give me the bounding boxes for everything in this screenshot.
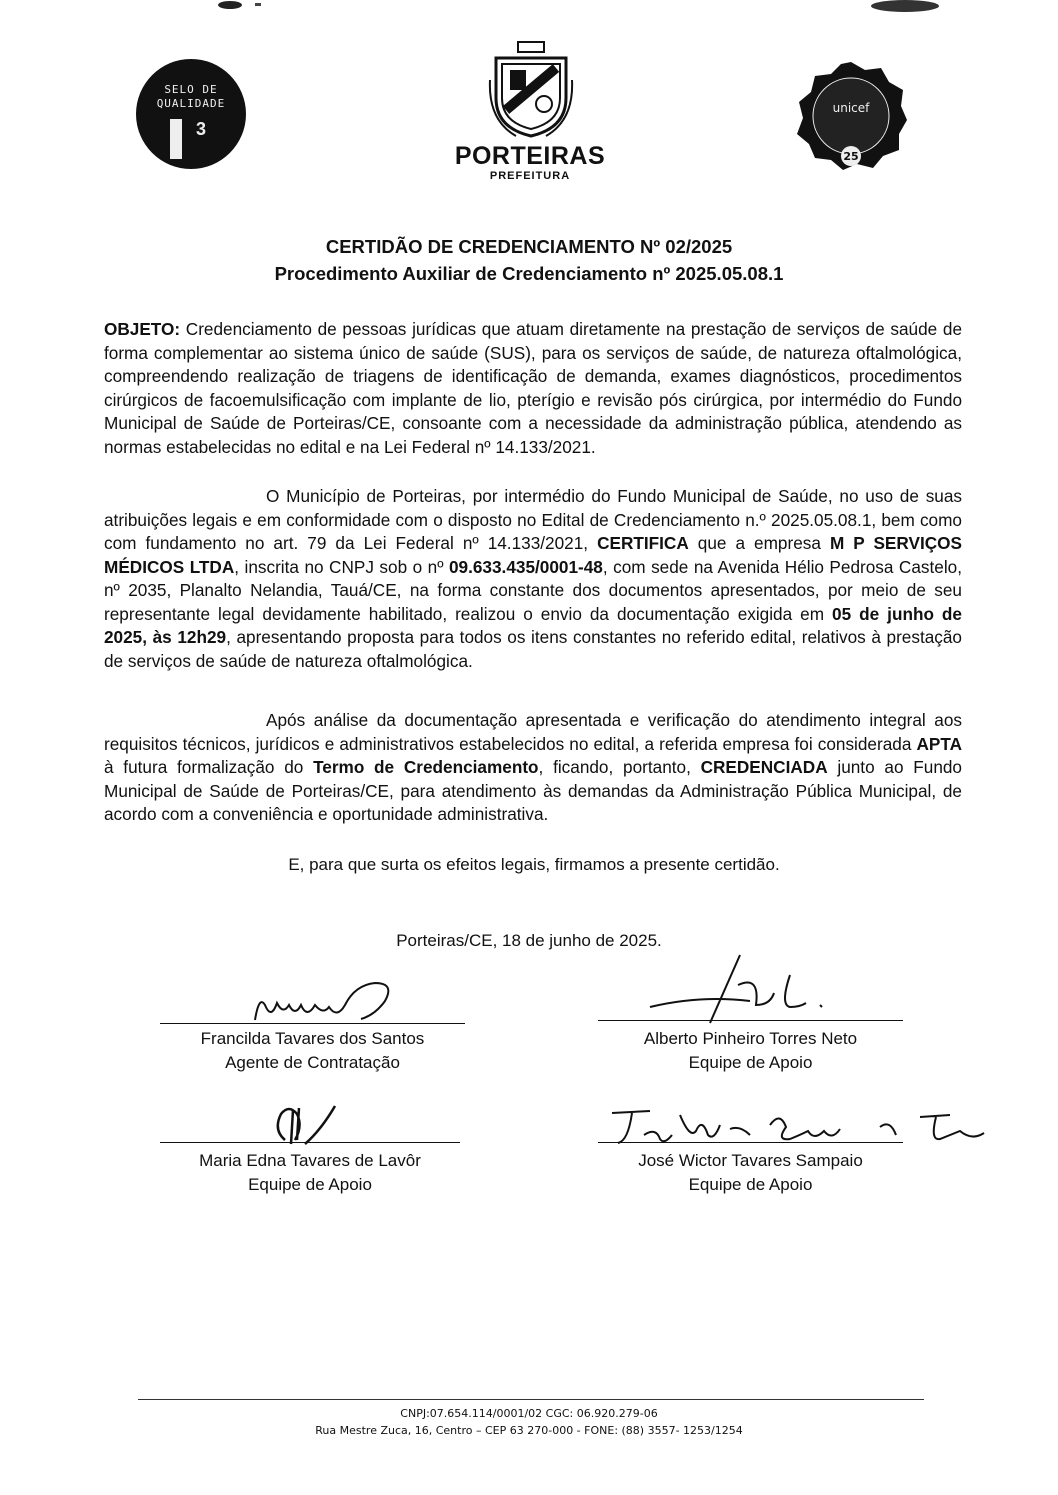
brand-subtitle: PREFEITURA (489, 170, 571, 182)
signatory-name: Francilda Tavares dos Santos (200, 1029, 425, 1048)
seal-text: SELO DE (164, 83, 218, 96)
city-crest-icon (486, 40, 576, 140)
paragraph-text: , apresentando proposta para todos os itens constantes no referido edital, relativos à prestação de serviços de saúde de natureza oftalmológica. (104, 627, 962, 671)
signature-line (160, 1023, 465, 1024)
object-paragraph (104, 318, 962, 459)
submission-date: 05 de junho de 2025, às 12h29 (104, 603, 962, 647)
scan-speck (850, 0, 940, 14)
credenciada-label: CREDENCIADA (700, 757, 828, 777)
footer-address: Rua Mestre Zuca, 16, Centro – CEP 63 270-000 - FONE: (88) 3557- 1253/1254 (315, 1424, 743, 1437)
seal-emblem (170, 119, 182, 159)
signatory-role: Equipe de Apoio (688, 1175, 813, 1194)
signature-line (598, 1020, 903, 1021)
quality-seal-logo (136, 59, 246, 169)
footer-registration: CNPJ:07.654.114/0001/02 CGC: 06.920.279-06 (400, 1407, 658, 1420)
seal-text: QUALIDADE (156, 97, 226, 110)
signatory-name: Alberto Pinheiro Torres Neto (643, 1029, 858, 1048)
seal-text: unicef (832, 101, 870, 115)
apta-label: APTA (916, 733, 962, 754)
paragraph-text: Após análise da documentação apresentada e verificação do atendimento integral aos requisitos técnicos, jurídicos e administrativos estabelecidos no edital, a referida empresa foi considerada (104, 710, 962, 754)
paragraph-text: , ficando, portanto, (538, 757, 701, 777)
paragraph-text: , com sede na Avenida Hélio Pedrosa Castelo, nº 2035, Planalto Nelandia, Tauá/CE, na forma constante dos documentos apresentados, por meio de seu representante legal devidamente habilitado, realizou o envio da documentação exigida em (104, 556, 962, 624)
termo-label: Termo de Credenciamento (313, 757, 539, 777)
signatory-role: Equipe de Apoio (688, 1053, 813, 1072)
footer-divider (138, 1399, 924, 1400)
paragraph-text: , inscrita no CNPJ sob o nº (234, 556, 449, 577)
unicef-seal-logo (795, 60, 907, 172)
handwritten-signature (640, 945, 840, 1025)
paragraph-text: junto ao Fundo Municipal de Saúde de Porteiras/CE, para atendimento às demandas da Administração Pública Municipal, de acordo com a conveniência e oportunidade administrativa. (104, 757, 962, 824)
brand-name: PORTEIRAS (454, 142, 606, 170)
signature-line (160, 1142, 460, 1143)
certification-paragraph (104, 485, 962, 673)
document-title: CERTIDÃO DE CREDENCIAMENTO Nº 02/2025 (325, 236, 733, 257)
object-text: Credenciamento de pessoas jurídicas que atuam diretamente na prestação de serviços de saúde de forma complementar ao sistema único de saúde (SUS), para os serviços de saúde, de natureza oftalmológica, compreendendo realização de triagens de identificação de demanda, exames diagnósticos, procedimentos cirúrgicos de facoemulsificação com implante de lio, pterígio e revisão pós cirúrgica, por intermédio do Fundo Municipal de Saúde de Porteiras/CE, consoante com a necessidade da administração pública, atendendo as normas estabelecidas no edital e na Lei Federal nº 14.133/2021. (104, 319, 962, 457)
handwritten-signature (245, 975, 405, 1025)
paragraph-text: à futura formalização do (104, 757, 314, 777)
seal-number: 25 (843, 150, 859, 163)
paragraph-text: O Município de Porteiras, por intermédio do Fundo Municipal de Saúde, no uso de suas atribuições legais e em conformidade com o disposto no Edital de Credenciamento n.º 2025.05.08.1, bem como com fundamento no art. 79 da Lei Federal nº 14.133/2021, (104, 486, 962, 553)
paragraph-text: que a empresa (688, 533, 830, 553)
signatory-name: José Wictor Tavares Sampaio (638, 1151, 863, 1170)
signature-line (598, 1142, 903, 1143)
seal-number: 3 (196, 119, 207, 139)
document-subtitle: Procedimento Auxiliar de Credenciamento nº 2025.05.08.1 (274, 263, 784, 284)
signatory-role: Equipe de Apoio (248, 1175, 372, 1194)
signatory-role: Agente de Contratação (225, 1053, 400, 1072)
handwritten-signature (600, 1105, 1000, 1150)
scan-speck (215, 0, 275, 14)
company-name: M P SERVIÇOS MÉDICOS LTDA (104, 533, 962, 577)
company-cnpj: 09.633.435/0001-48 (448, 556, 603, 577)
certifica-label: CERTIFICA (597, 533, 689, 553)
result-paragraph (104, 709, 962, 827)
closing-statement: E, para que surta os efeitos legais, firmamos a presente certidão. (288, 855, 780, 874)
place-and-date: Porteiras/CE, 18 de junho de 2025. (396, 931, 662, 950)
signatory-name: Maria Edna Tavares de Lavôr (199, 1151, 421, 1170)
object-label: OBJETO: (104, 319, 181, 339)
